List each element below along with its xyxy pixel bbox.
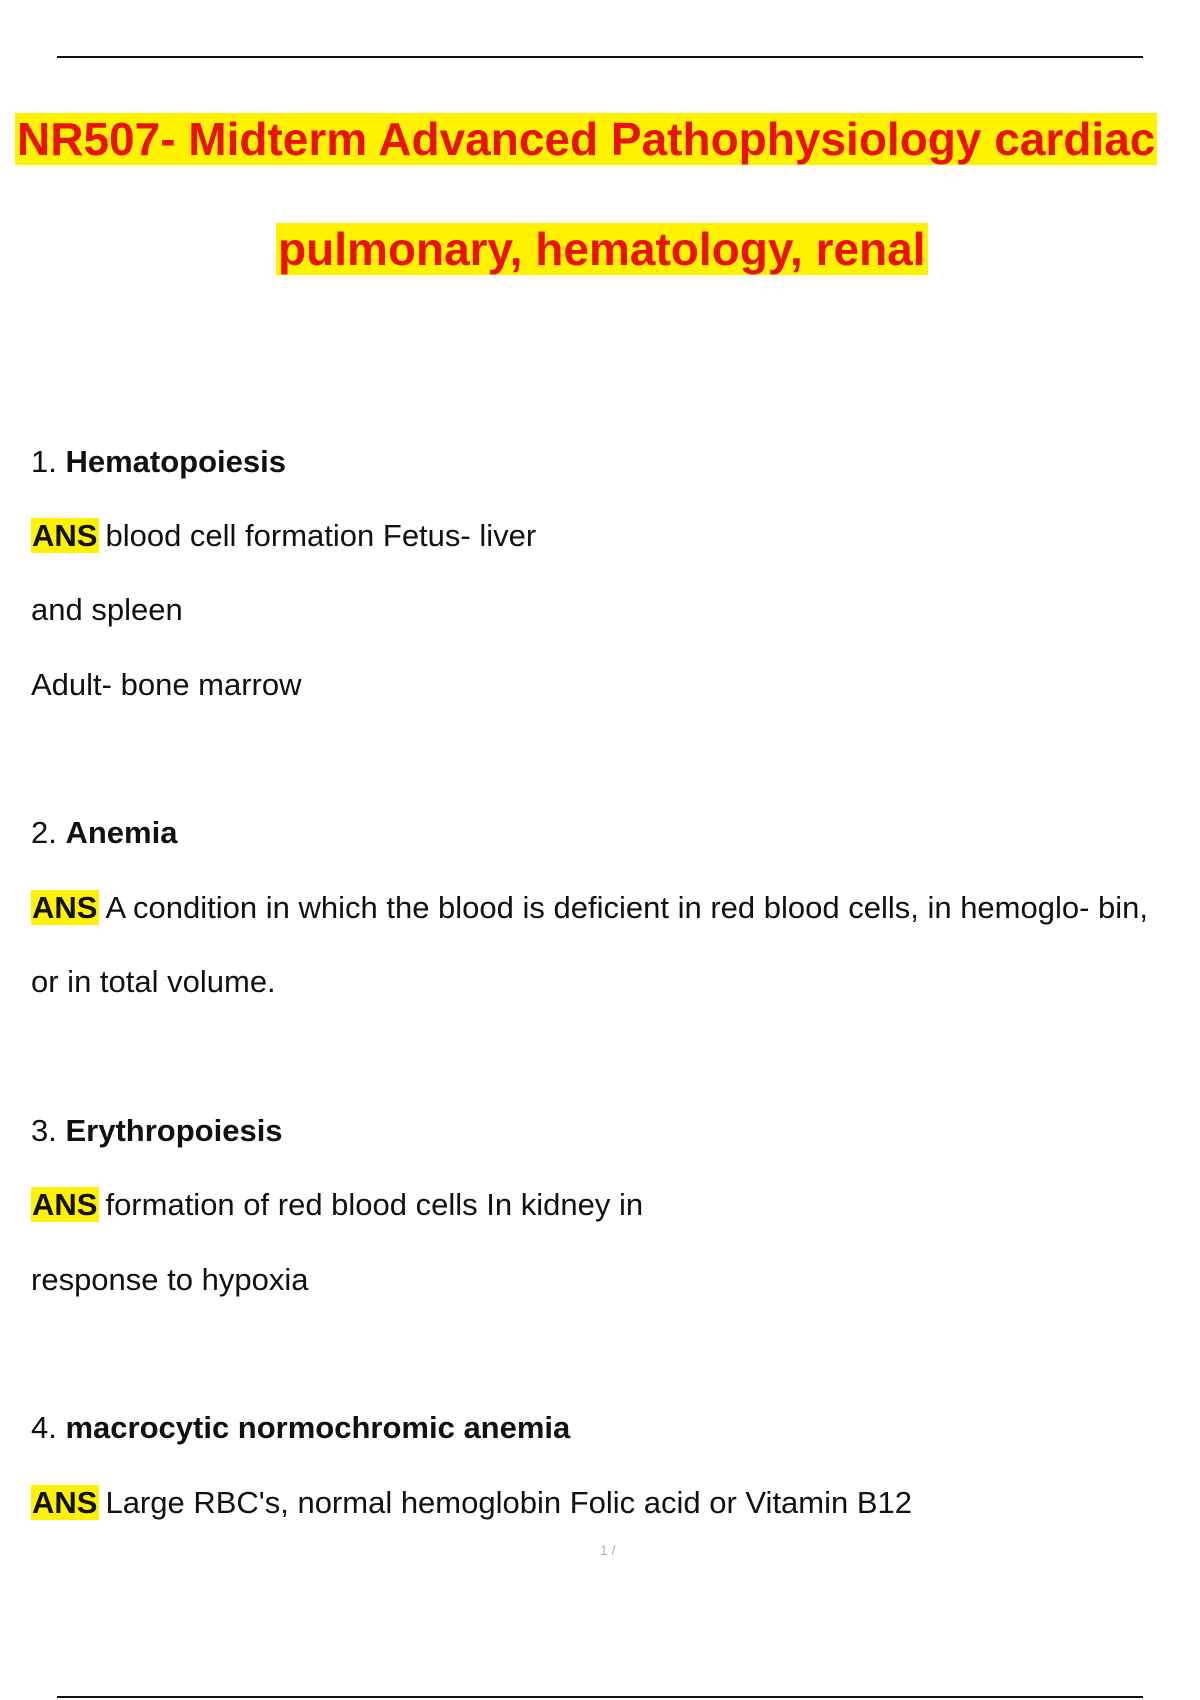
answer-text: formation of red blood cells In kidney in (105, 1187, 644, 1222)
answer-text: blood cell formation Fetus- liver (105, 518, 537, 553)
document-title-text-2: pulmonary, hematology, renal (278, 223, 926, 275)
answer-3-line-1 (31, 1186, 643, 1224)
answer-3-line-2: response to hypoxia (31, 1262, 309, 1297)
answer-1-line-3: Adult- bone marrow (31, 667, 302, 702)
question-4 (31, 1409, 570, 1447)
answer-1-line-2: and spleen (31, 592, 183, 627)
question-term: macrocytic normochromic anemia (65, 1410, 571, 1445)
document-title-line-2 (276, 221, 928, 277)
question-2 (31, 814, 177, 852)
question-number: 2. (31, 815, 57, 850)
question-term: Erythropoiesis (65, 1113, 283, 1148)
document-title-line-1 (15, 111, 1157, 167)
question-3 (31, 1112, 283, 1150)
question-number: 1. (31, 444, 57, 479)
answer-text: Large RBC's, normal hemoglobin Folic acid or Vitamin B12 (105, 1485, 913, 1520)
question-term: Anemia (65, 815, 178, 850)
answer-badge: ANS (32, 518, 98, 553)
bottom-divider (57, 1696, 1143, 1698)
question-term: Hematopoiesis (65, 444, 286, 479)
top-divider (57, 56, 1143, 58)
question-1 (31, 443, 286, 481)
document-title-text-1: NR507- Midterm Advanced Pathophysiology cardiac (17, 113, 1156, 165)
page-number: 1 / (600, 1542, 616, 1558)
answer-badge: ANS (32, 890, 98, 925)
answer-badge: ANS (32, 1187, 98, 1222)
answer-2-line-1 (31, 889, 1148, 927)
question-number: 4. (31, 1410, 57, 1445)
answer-badge: ANS (32, 1485, 98, 1520)
question-number: 3. (31, 1113, 57, 1148)
answer-1-line-1 (31, 517, 536, 555)
answer-text: A condition in which the blood is deficient in red blood cells, in hemoglo- bin, (105, 890, 1149, 925)
answer-2-line-2: or in total volume. (31, 964, 276, 999)
answer-4-line-1 (31, 1484, 912, 1522)
